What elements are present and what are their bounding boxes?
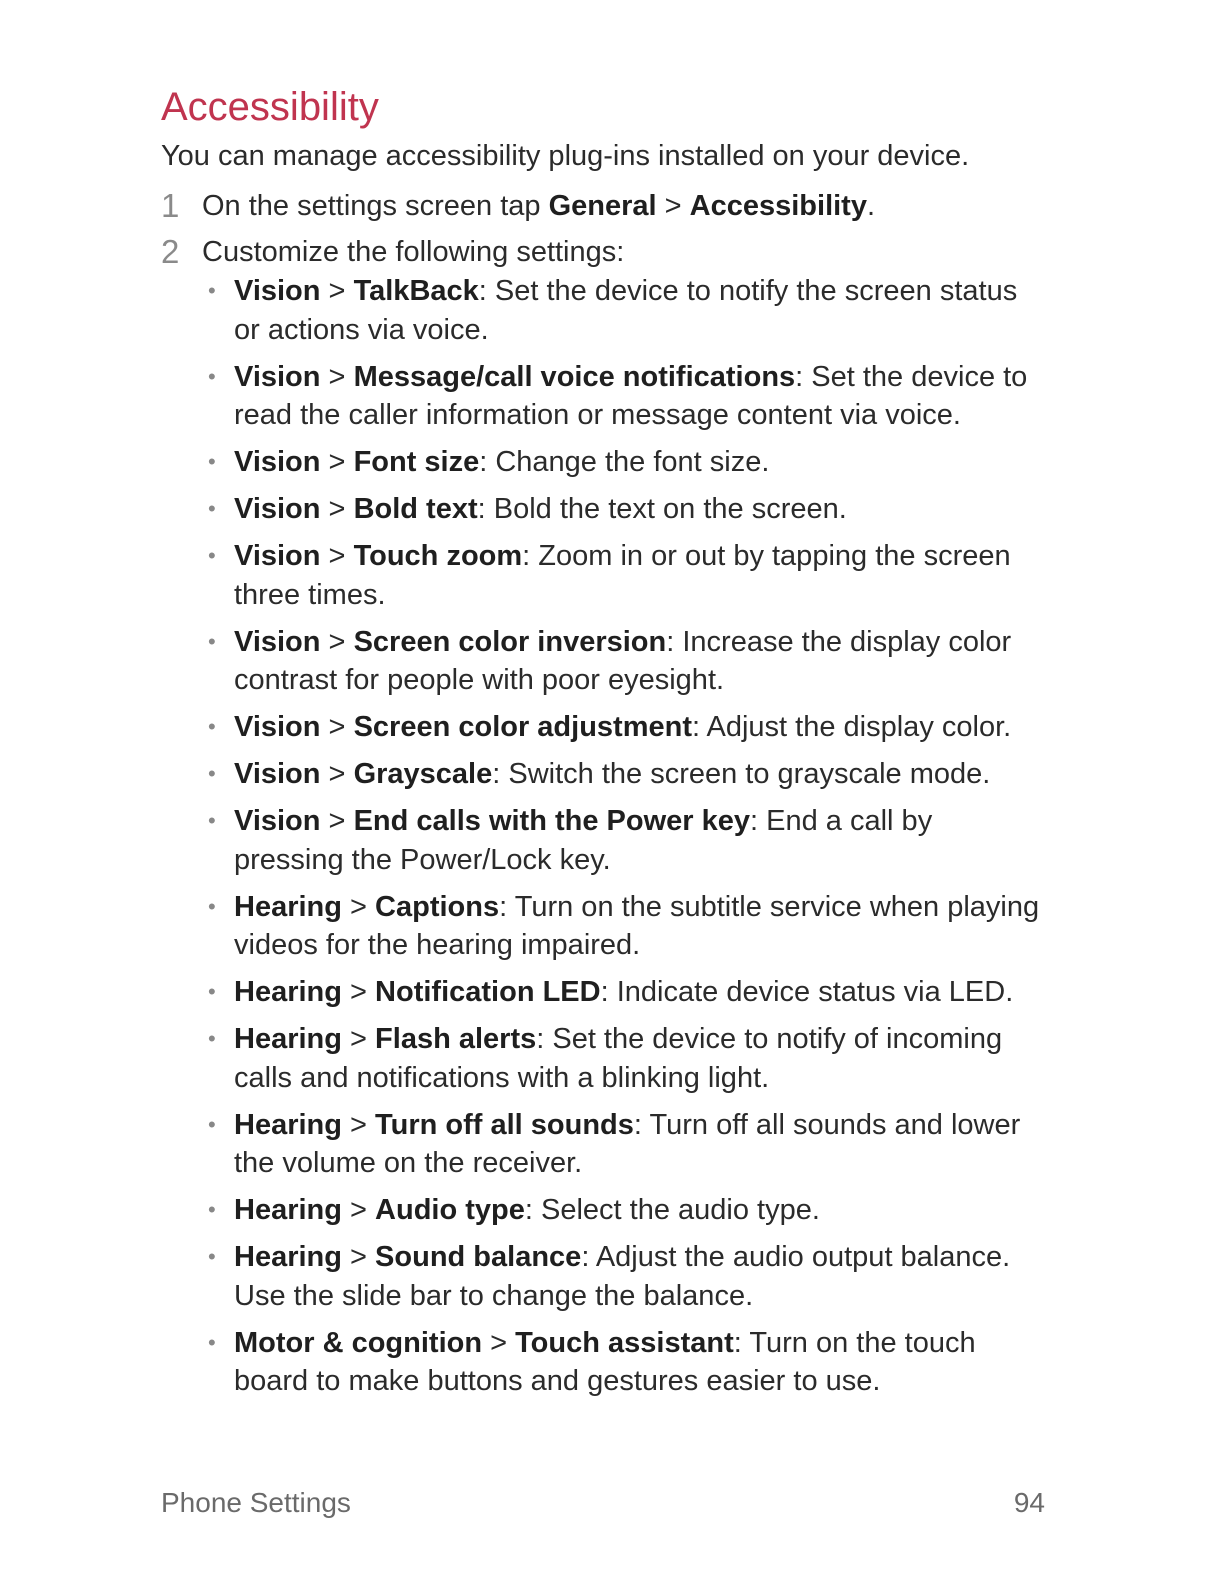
- category-label: Vision: [234, 805, 321, 837]
- category-label: Hearing: [234, 890, 342, 923]
- category-label: Vision: [234, 360, 321, 393]
- category-label: Vision: [234, 275, 321, 307]
- list-item: [206, 755, 1041, 794]
- path-separator: >: [320, 711, 354, 743]
- path-separator: >: [341, 1108, 376, 1141]
- setting-description: : Set the device to read the caller information or message content via voice.: [234, 360, 1028, 431]
- setting-name: Screen color inversion: [353, 625, 667, 658]
- path-separator: >: [320, 360, 354, 393]
- bullet-icon: •: [208, 714, 216, 739]
- setting-description: : Turn on the subtitle service when playing videos for the hearing impaired.: [234, 890, 1040, 961]
- category-label: Motor & cognition: [234, 1326, 483, 1359]
- step-text: Customize the following settings:: [202, 236, 625, 268]
- page-content: [161, 82, 1041, 1409]
- step-text: On the settings screen tap General > Accessibility.: [202, 190, 876, 222]
- page-number: 94: [1013, 1487, 1045, 1518]
- page-title: Accessibility: [161, 85, 379, 129]
- list-item: [206, 1106, 1041, 1183]
- setting-description: : Increase the display color contrast for people with poor eyesight.: [234, 625, 1012, 696]
- path-separator: >: [341, 1241, 376, 1273]
- list-item: [206, 623, 1041, 700]
- bullet-icon: •: [208, 1197, 216, 1222]
- setting-description: : Adjust the display color.: [692, 711, 1012, 743]
- step-1: [161, 186, 1041, 226]
- setting-description: : Select the audio type.: [524, 1194, 820, 1226]
- page-footer: [161, 1487, 1045, 1519]
- bullet-icon: •: [208, 893, 216, 919]
- path-separator: >: [320, 493, 354, 525]
- setting-name: Message/call voice notifications: [353, 360, 796, 393]
- category-label: Hearing: [234, 976, 342, 1008]
- list-item: [206, 537, 1041, 614]
- footer-section: Phone Settings: [161, 1487, 351, 1518]
- step-number: 2: [161, 233, 180, 270]
- bullet-icon: •: [208, 979, 216, 1004]
- setting-description: : Turn off all sounds and lower the volume on the receiver.: [234, 1108, 1021, 1179]
- path-separator: >: [320, 275, 354, 307]
- bullet-icon: •: [208, 628, 216, 654]
- bullet-icon: •: [208, 761, 216, 786]
- setting-name: Grayscale: [353, 758, 493, 790]
- setting-description: : Zoom in or out by tapping the screen three times.: [234, 540, 1011, 611]
- bullet-icon: •: [208, 278, 216, 303]
- settings-list: [161, 272, 1041, 1401]
- setting-name: Touch zoom: [353, 540, 523, 572]
- list-item: [206, 802, 1041, 879]
- category-label: Vision: [234, 758, 321, 790]
- category-label: Hearing: [234, 1108, 342, 1141]
- category-label: Vision: [234, 540, 321, 572]
- list-item: [206, 1191, 1041, 1230]
- list-item: [206, 708, 1041, 747]
- path-separator: >: [341, 976, 376, 1008]
- list-item: [206, 358, 1041, 435]
- setting-name: Touch assistant: [515, 1326, 734, 1359]
- path-separator: >: [320, 446, 354, 478]
- step-number: 1: [161, 187, 180, 224]
- setting-description: : Adjust the audio output balance. Use the slide bar to change the balance.: [234, 1241, 1011, 1312]
- bullet-icon: •: [208, 808, 216, 833]
- intro-text: You can manage accessibility plug-ins installed on your device.: [161, 140, 970, 172]
- category-label: Vision: [234, 625, 321, 658]
- setting-description: : Set the device to notify the screen status or actions via voice.: [234, 275, 1018, 346]
- bullet-icon: •: [208, 363, 216, 389]
- category-label: Hearing: [234, 1241, 342, 1273]
- setting-name: Bold text: [353, 493, 478, 525]
- list-item: [206, 272, 1041, 349]
- step-2: [161, 232, 1041, 272]
- setting-name: TalkBack: [353, 275, 479, 307]
- setting-description: : Turn on the touch board to make buttons and gestures easier to use.: [234, 1326, 976, 1397]
- setting-name: Sound balance: [375, 1241, 582, 1273]
- path-separator: >: [341, 890, 376, 923]
- setting-description: : Switch the screen to grayscale mode.: [492, 758, 991, 790]
- path-separator: >: [341, 1194, 376, 1226]
- setting-name: Captions: [375, 890, 500, 923]
- path-separator: >: [320, 540, 354, 572]
- path-separator: >: [320, 805, 354, 837]
- bullet-icon: •: [208, 1026, 216, 1051]
- category-label: Hearing: [234, 1023, 342, 1055]
- category-label: Vision: [234, 711, 321, 743]
- list-item: [206, 1020, 1041, 1097]
- category-label: Vision: [234, 446, 321, 478]
- path-separator: >: [320, 625, 354, 658]
- setting-name: Audio type: [375, 1194, 525, 1226]
- setting-description: : Set the device to notify of incoming calls and notifications with a blinking light.: [234, 1023, 1003, 1094]
- path-separator: >: [482, 1326, 516, 1359]
- path-separator: >: [341, 1023, 376, 1055]
- setting-name: Screen color adjustment: [353, 711, 692, 743]
- bullet-icon: •: [208, 1244, 216, 1269]
- setting-name: Turn off all sounds: [375, 1108, 634, 1141]
- category-label: Hearing: [234, 1194, 342, 1226]
- setting-name: End calls with the Power key: [353, 805, 751, 837]
- bullet-icon: •: [208, 1111, 216, 1137]
- category-label: Vision: [234, 493, 321, 525]
- setting-description: : Change the font size.: [479, 446, 770, 478]
- bullet-icon: •: [208, 449, 216, 474]
- setting-description: : Bold the text on the screen.: [477, 493, 847, 525]
- list-item: [206, 443, 1041, 482]
- setting-description: : End a call by pressing the Power/Lock key.: [234, 805, 933, 876]
- bullet-icon: •: [208, 1329, 216, 1355]
- setting-name: Flash alerts: [375, 1023, 537, 1055]
- bullet-icon: •: [208, 543, 216, 568]
- setting-description: : Indicate device status via LED.: [600, 976, 1014, 1008]
- list-item: [206, 888, 1041, 965]
- path-separator: >: [320, 758, 354, 790]
- setting-name: Font size: [353, 446, 480, 478]
- list-item: [206, 1238, 1041, 1315]
- list-item: [206, 1324, 1041, 1401]
- list-item: [206, 973, 1041, 1012]
- bullet-icon: •: [208, 496, 216, 521]
- list-item: [206, 490, 1041, 529]
- setting-name: Notification LED: [375, 976, 601, 1008]
